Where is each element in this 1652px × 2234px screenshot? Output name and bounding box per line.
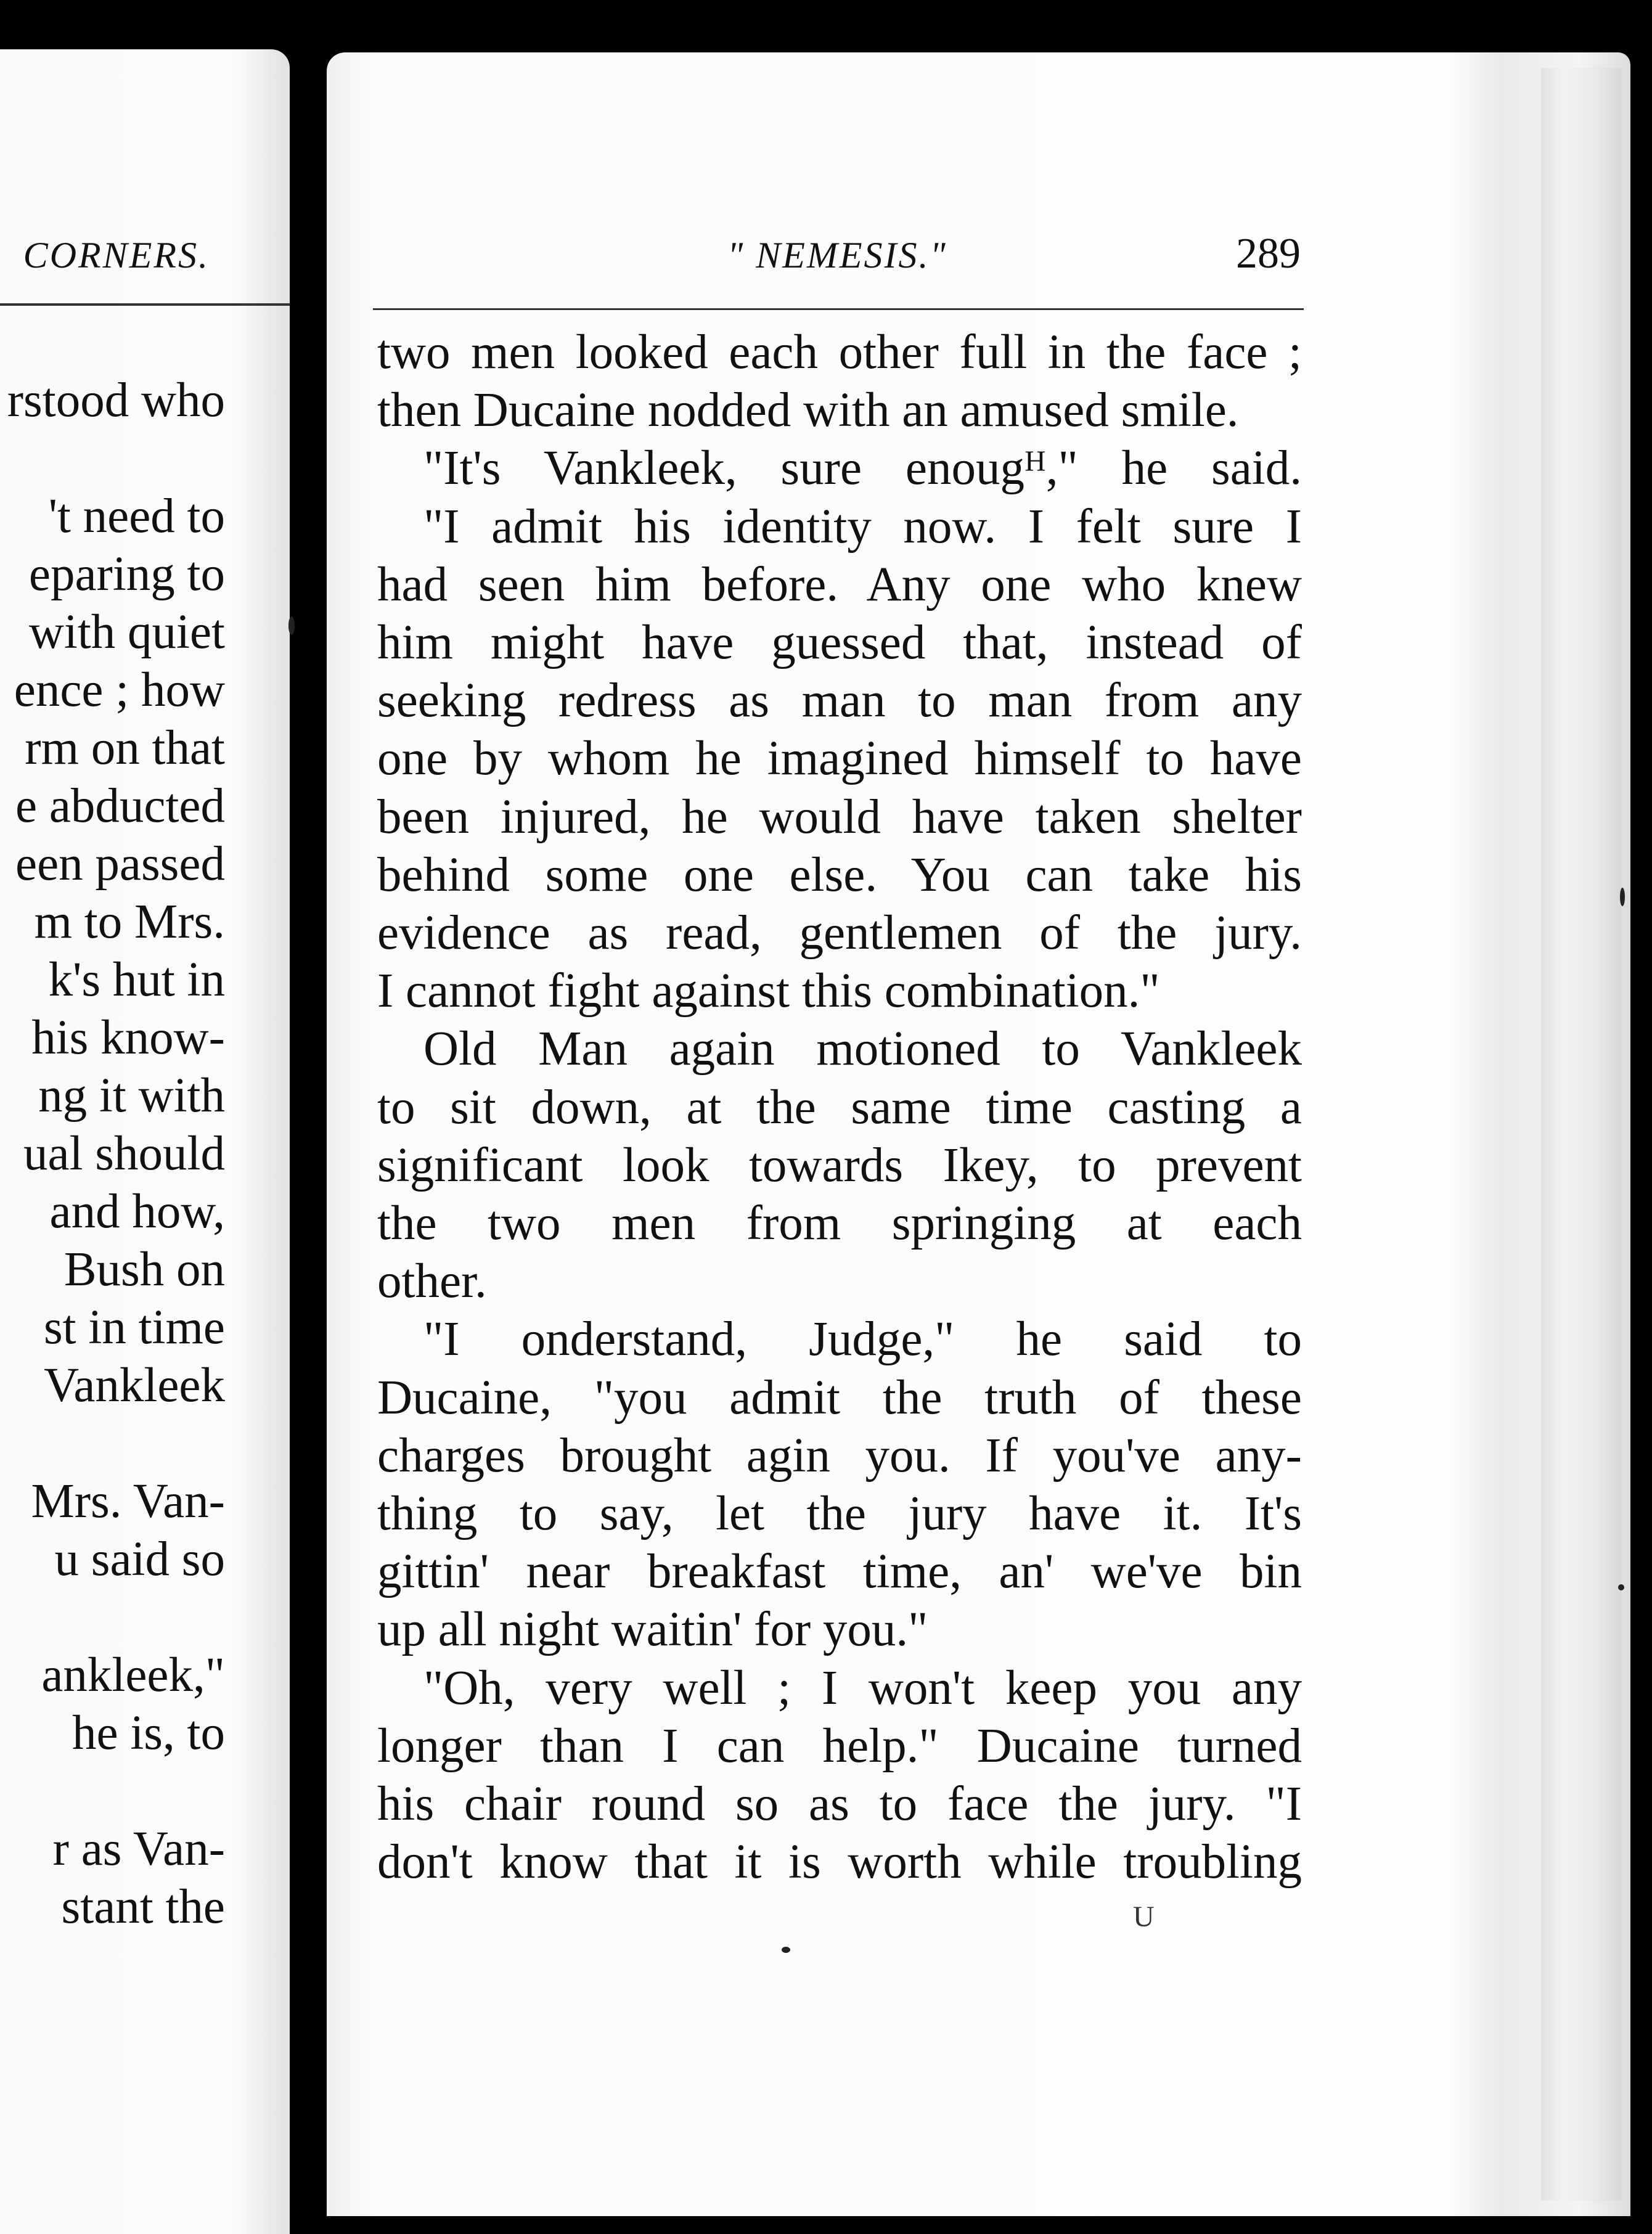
body-text-line: seeking redress as man to man from any xyxy=(377,674,1302,727)
body-text-line: then Ducaine nodded with an amused smile. xyxy=(377,383,1239,437)
body-text-line: "I admit his identity now. I felt sure I xyxy=(423,500,1302,554)
body-text-line: him might have guessed that, instead of xyxy=(377,616,1302,669)
left-text-line: u said so xyxy=(54,1532,225,1586)
left-text-line: eparing to xyxy=(28,547,225,601)
left-text-line: his know- xyxy=(31,1011,225,1065)
body-text-line: "Oh, very well ; I won't keep you any xyxy=(423,1661,1302,1715)
left-text-line: stant the xyxy=(61,1880,225,1934)
body-text-line: don't know that it is worth while troubling xyxy=(377,1835,1302,1889)
body-text-line: Old Man again motioned to Vankleek xyxy=(423,1022,1302,1076)
body-text-line: to sit down, at the same time casting a xyxy=(377,1081,1302,1134)
body-text-line: Ducaine, "you admit the truth of these xyxy=(377,1371,1302,1425)
body-text-line: his chair round so as to face the jury. "I xyxy=(377,1777,1302,1831)
ink-speck xyxy=(1620,888,1625,906)
body-text-line: "I onderstand, Judge," he said to xyxy=(423,1312,1302,1366)
body-text-line: behind some one else. You can take his xyxy=(377,848,1302,902)
body-text-line: "It's Vankleek, sure enougᴴ," he said. xyxy=(423,441,1302,495)
left-running-head: CORNERS. xyxy=(23,235,210,276)
ink-speck xyxy=(288,616,295,635)
left-text-line: ng it with xyxy=(38,1069,225,1123)
left-text-line: k's hut in xyxy=(48,953,225,1007)
left-text-line: m to Mrs. xyxy=(34,895,225,949)
body-text-line: up all night waitin' for you." xyxy=(377,1603,928,1656)
body-text-line: been injured, he would have taken shelter xyxy=(377,790,1302,844)
body-text-line: longer than I can help." Ducaine turned xyxy=(377,1719,1302,1773)
left-text-line: een passed xyxy=(15,837,225,891)
body-text-line: thing to say, let the jury have it. It's xyxy=(377,1487,1302,1540)
signature-mark: U xyxy=(1133,1901,1155,1933)
ink-speck xyxy=(1618,1584,1624,1590)
left-text-line: ence ; how xyxy=(14,663,225,717)
left-text-line: and how, xyxy=(49,1185,225,1238)
left-text-line: with quiet xyxy=(28,605,225,659)
body-text-line: gittin' near breakfast time, an' we've bin xyxy=(377,1545,1302,1598)
left-header-rule xyxy=(0,303,290,306)
page-edge-shadow xyxy=(1541,68,1621,2201)
ink-speck xyxy=(782,1947,790,1953)
body-text-line: two men looked each other full in the face ; xyxy=(377,325,1302,379)
body-text-line: significant look towards Ikey, to prevent xyxy=(377,1139,1302,1192)
body-text-line: charges brought agin you. If you've any- xyxy=(377,1429,1302,1483)
left-text-line: e abducted xyxy=(15,779,225,833)
body-text-line: other. xyxy=(377,1254,487,1308)
left-text-line: Mrs. Van- xyxy=(31,1475,225,1528)
left-text-line: rstood who xyxy=(7,374,225,427)
left-text-line: st in time xyxy=(43,1301,225,1354)
body-text-line: I cannot fight against this combination." xyxy=(377,964,1160,1018)
page-number: 289 xyxy=(1236,230,1301,277)
left-text-line: ankleek," xyxy=(41,1648,225,1702)
body-text-line: evidence as read, gentlemen of the jury. xyxy=(377,906,1302,960)
left-text-line: Vankleek xyxy=(44,1359,225,1412)
right-header-rule xyxy=(373,308,1304,310)
body-text-line: one by whom he imagined himself to have xyxy=(377,732,1302,785)
left-text-line: he is, to xyxy=(72,1706,225,1760)
body-text-line: the two men from springing at each xyxy=(377,1197,1302,1250)
left-page xyxy=(0,49,290,2234)
left-text-line: ual should xyxy=(23,1127,225,1180)
left-text-line: r as Van- xyxy=(52,1822,225,1876)
right-running-head: " NEMESIS." xyxy=(727,235,947,276)
body-text-line: had seen him before. Any one who knew xyxy=(377,558,1302,612)
left-text-line: Bush on xyxy=(63,1243,225,1296)
left-text-line: 't need to xyxy=(48,489,225,543)
left-text-line: rm on that xyxy=(25,721,225,775)
